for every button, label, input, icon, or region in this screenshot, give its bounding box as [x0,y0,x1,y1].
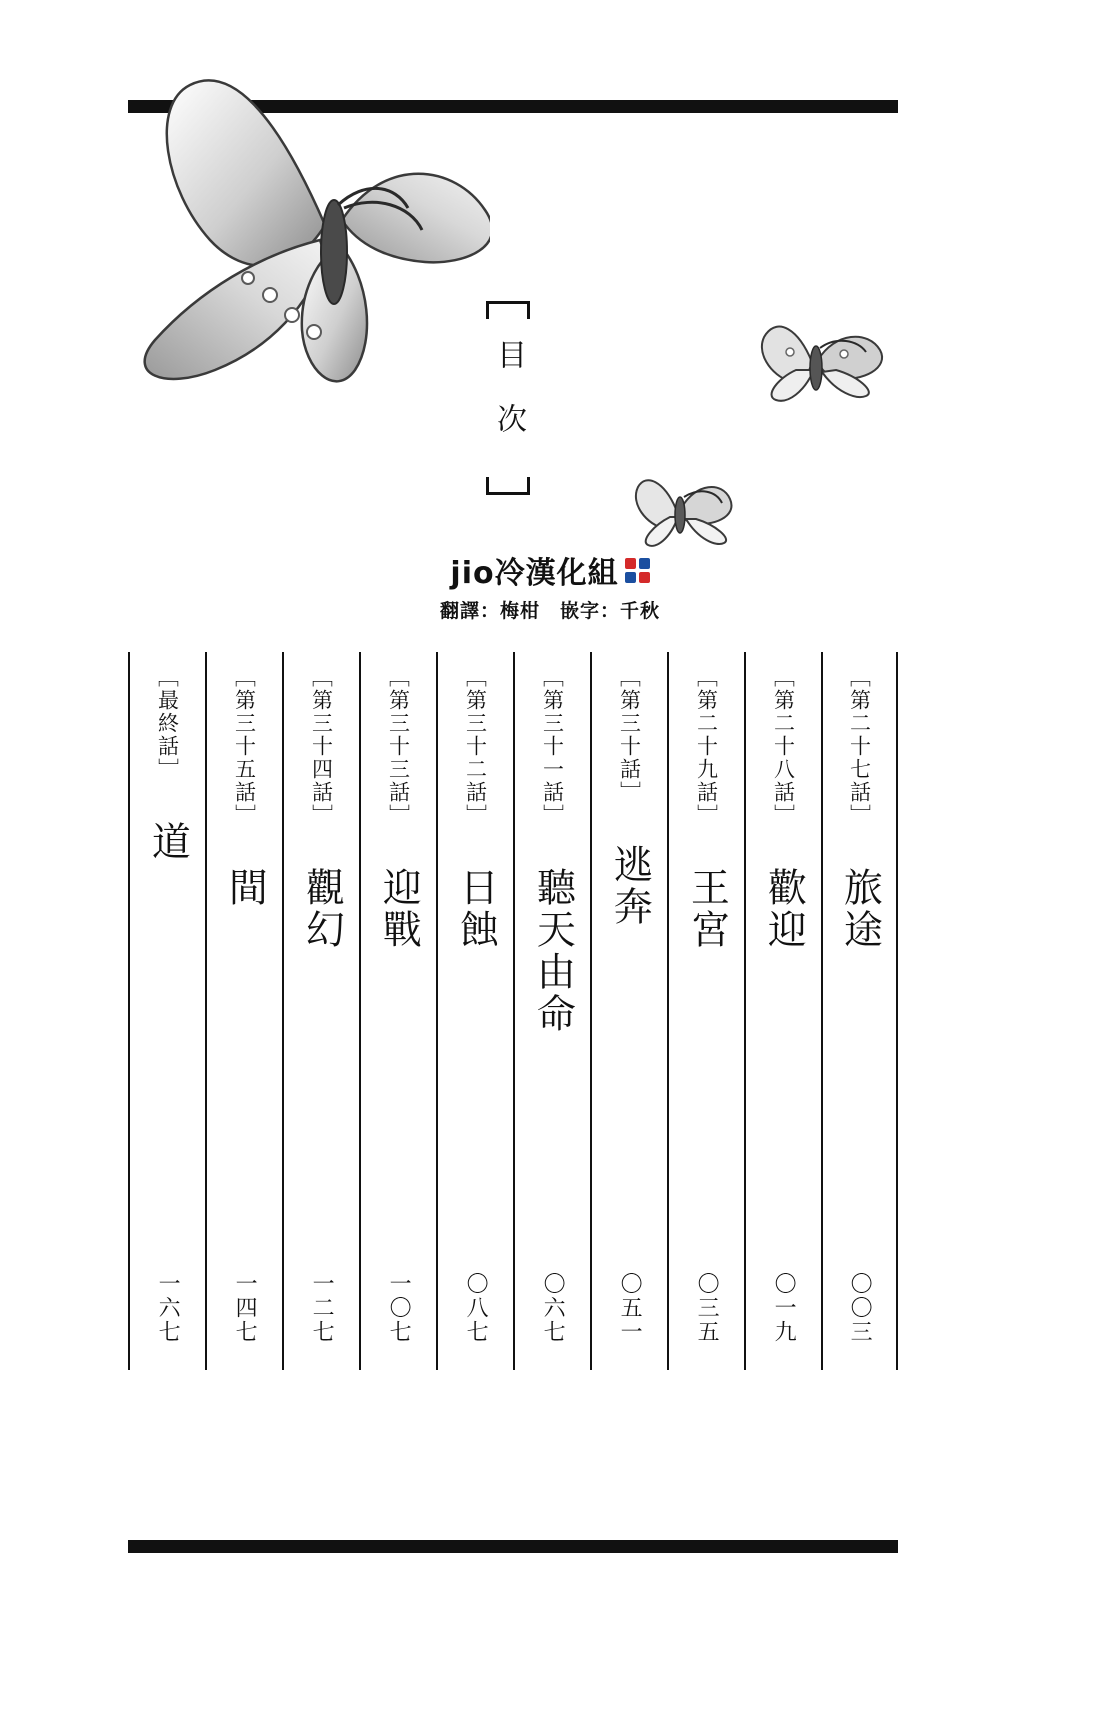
chapter-page-number: 〇五一 [617,1272,643,1344]
chapter-page-number: 〇八七 [463,1272,489,1344]
page-title [478,278,538,518]
chapter-page-number: 〇三五 [694,1272,720,1344]
chapter-title: 日蝕 [453,867,499,951]
toc-entry-10[interactable] [128,652,205,1370]
chapter-title: 道 [145,821,191,863]
chapter-title: 王宮 [684,867,730,951]
logo-dots-icon [625,558,650,583]
chapter-title: 歡迎 [761,867,807,951]
table-of-contents [128,652,898,1370]
scanlation-credit [0,548,1100,623]
bracket-top [486,301,530,319]
page-title-text: 目次 [491,339,526,467]
chapter-page-number: 〇六七 [540,1272,566,1344]
chapter-number: ［第三十五話］ [232,666,257,827]
chapter-number: ［最終話］ [155,666,180,781]
chapter-page-number: 一六七 [155,1272,181,1344]
chapter-title: 逃奔 [607,844,653,928]
chapter-number: ［第三十二話］ [463,666,488,827]
chapter-page-number: 一四七 [232,1272,258,1344]
chapter-title: 間 [222,867,268,909]
scanlation-group-name: jio冷漢化組 [450,556,619,591]
toc-entry-6[interactable] [436,652,513,1370]
chapter-page-number: 〇一九 [771,1272,797,1344]
chapter-number: ［第三十一話］ [540,666,565,827]
chapter-number: ［第三十話］ [617,666,642,804]
toc-entry-8[interactable] [282,652,359,1370]
chapter-number: ［第二十八話］ [771,666,796,827]
toc-entry-7[interactable] [359,652,436,1370]
chapter-title: 迎戰 [376,867,422,951]
butterfly-large-icon [70,40,490,420]
chapter-title: 旅途 [837,867,883,951]
scanlation-group [450,548,649,592]
toc-entry-5[interactable] [513,652,590,1370]
chapter-number: ［第三十三話］ [386,666,411,827]
bottom-rule [128,1540,898,1553]
chapter-page-number: 一二七 [309,1272,335,1344]
chapter-number: ［第二十七話］ [847,666,872,827]
chapter-page-number: 一〇七 [386,1272,412,1344]
butterfly-medium-icon [740,300,900,430]
chapter-title: 聽天由命 [530,867,576,1035]
chapter-number: ［第三十四話］ [309,666,334,827]
chapter-page-number: 〇〇三 [847,1272,873,1344]
top-rule [128,100,898,113]
chapter-number: ［第二十九話］ [694,666,719,827]
chapter-title: 觀幻 [299,867,345,951]
bracket-bottom [486,477,530,495]
toc-entry-2[interactable] [744,652,821,1370]
toc-entry-4[interactable] [590,652,667,1370]
toc-entry-1[interactable] [821,652,898,1370]
toc-entry-9[interactable] [205,652,282,1370]
toc-entry-3[interactable] [667,652,744,1370]
scanlation-staff: 翻譯：梅柑 嵌字：千秋 [439,600,660,622]
